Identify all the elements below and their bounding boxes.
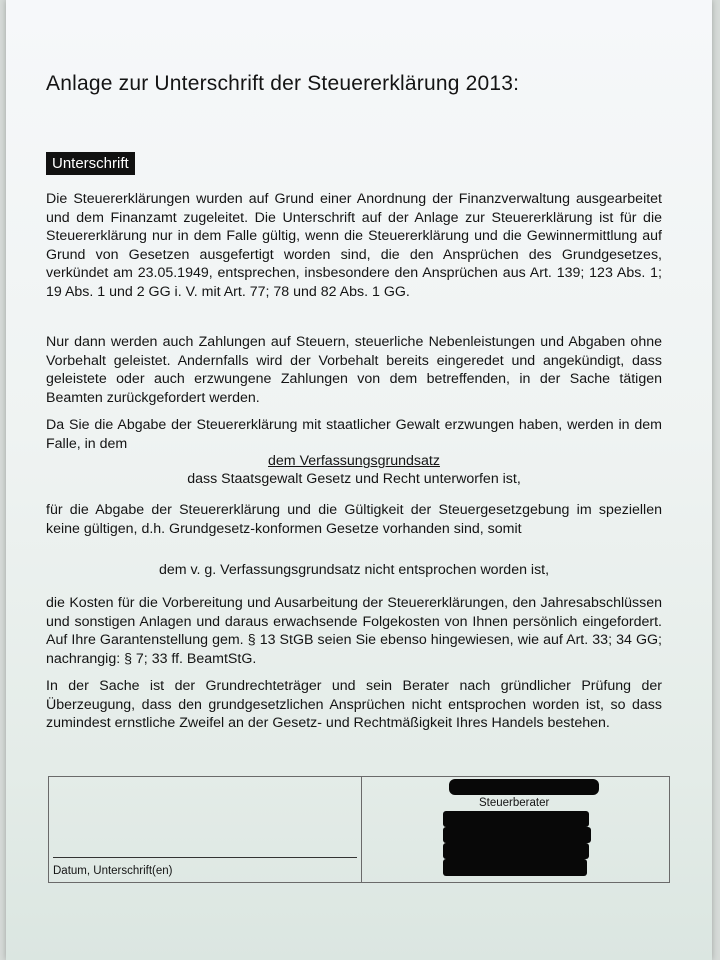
signature-caption: Datum, Unterschrift(en) (53, 865, 173, 877)
document-page (6, 0, 712, 960)
signature-box (48, 776, 670, 883)
paragraph-5: die Kosten für die Vorbereitung und Ausarbeitung der Steuererklärungen, den Jahresabschlüssen und sonstigen Anlagen und daraus erwachsende Folgekosten von Ihnen persönlich eingefordert. Auf Ihre Garantenstellung gem. § 13 StGB seien Sie ebenso hingewiesen, wie auf Art. 33; 34 GG; nachrangig: § 7; 33 ff. BeamtStG. (46, 595, 662, 667)
redaction-bar (443, 811, 589, 827)
centered-principle (46, 452, 662, 488)
document-title: Anlage zur Unterschrift der Steuererklärung 2013: (46, 72, 520, 95)
paragraph-6: In der Sache ist der Grundrechteträger und sein Berater nach gründlicher Prüfung der Überzeugung, dass den grundgesetzlichen Ansprüchen nicht entsprochen worden ist, so dass zumindest ernstliche Zweifel an der Gesetz- und Rechtmäßigkeit Ihres Handels bestehen. (46, 678, 662, 732)
centered-principle-text: dass Staatsgewalt Gesetz und Recht unterworfen ist, (187, 471, 521, 487)
redaction-bar (443, 859, 587, 876)
section-label: Unterschrift (46, 152, 135, 175)
paragraph-1: Die Steuererklärungen wurden auf Grund einer Anordnung der Finanzverwaltung ausgearbeitet und dem Finanzamt zugeleitet. Die Unterschrift auf der Anlage zur Steuererklärung ist für die Steuererklärung nur in dem Falle gültig, wenn die Steuererklärung und die Gewinnermittlung auf Grund von Gesetzen ausgefertigt worden sind, die den Ansprüchen des Grundgesetzes, verkündet am 23.05.1949, entsprechen, insbesondere den Ansprüchen aus Art. 139; 123 Abs. 1; 19 Abs. 1 und 2 GG i. V. mit Art. 77; 78 und 82 Abs. 1 GG. (46, 191, 662, 300)
redaction-bar (443, 827, 591, 843)
paragraph-3: Da Sie die Abgabe der Steuererklärung mit staatlicher Gewalt erzwungen haben, werden in dem Falle, in dem (46, 417, 662, 452)
redaction-bar (443, 843, 589, 859)
paragraph-4: für die Abgabe der Steuererklärung und die Gültigkeit der Steuergesetzgebung im speziellen keine gültigen, d.h. Grundgesetz-konformen Gesetze vorhanden sind, somit (46, 502, 662, 537)
advisor-caption: Steuerberater (479, 797, 550, 809)
signature-box-divider (361, 777, 362, 882)
paragraph-2: Nur dann werden auch Zahlungen auf Steuern, steuerliche Nebenleistungen und Abgaben ohne Vorbehalt geleistet. Andernfalls wird der Vorbehalt bereits eingeredet und angekündigt, dass geleistete oder auch erzwungene Zahlungen von dem betreffenden, in der Sache tätigen Beamten zurückgefordert werden. (46, 334, 662, 406)
redaction-bar (449, 779, 599, 795)
centered-principle-heading: dem Verfassungsgrundsatz (268, 453, 440, 469)
signature-line (53, 857, 357, 858)
centered-statement: dem v. g. Verfassungsgrundsatz nicht entsprochen worden ist, (158, 562, 550, 578)
